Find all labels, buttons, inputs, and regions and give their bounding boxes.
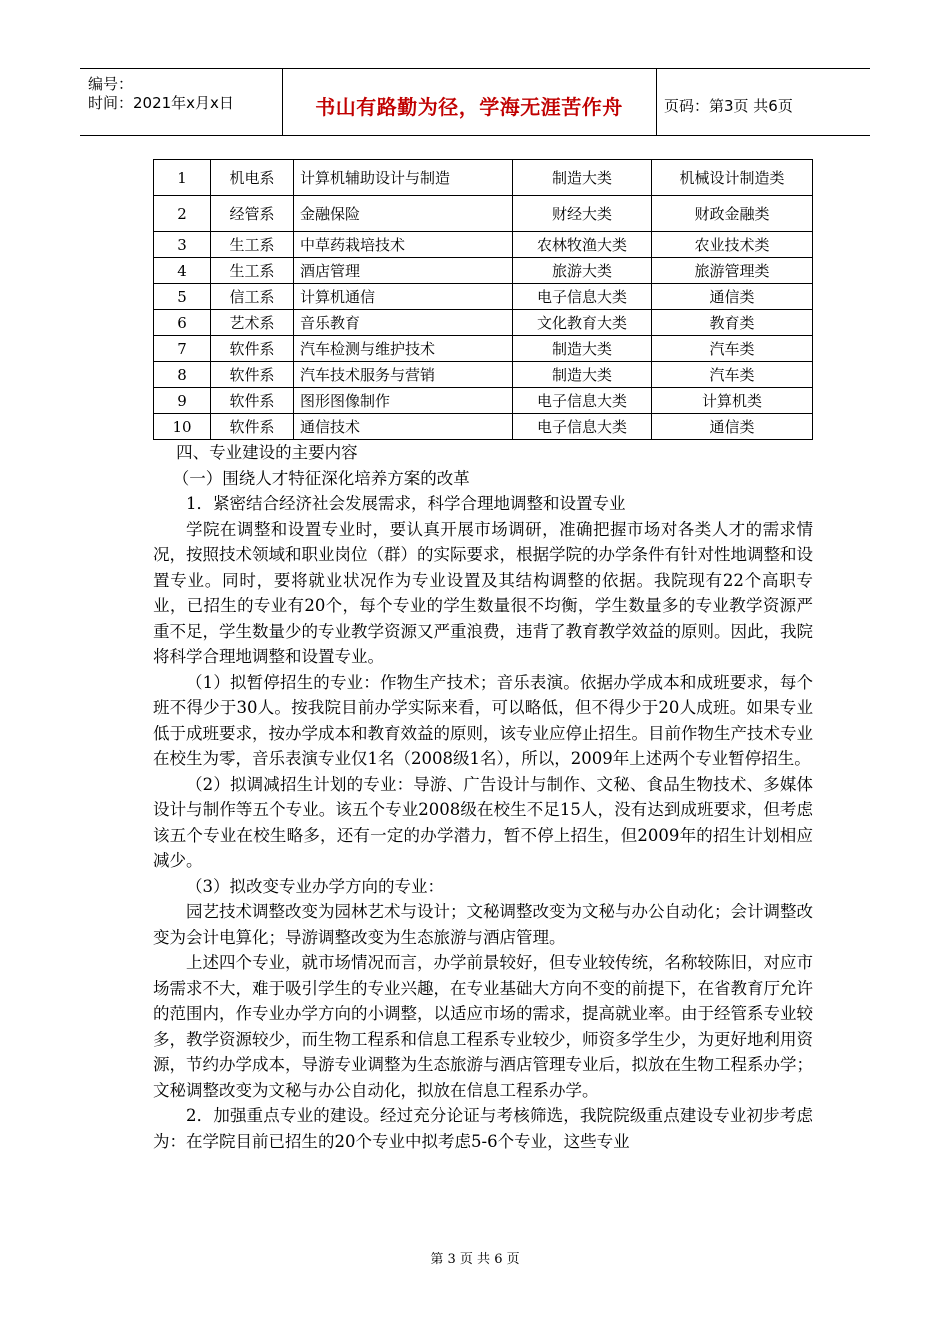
- cell-subcategory: 通信类: [652, 414, 813, 440]
- cell-major: 汽车技术服务与营销: [294, 362, 513, 388]
- cell-dept: 软件系: [211, 414, 294, 440]
- cell-no: 2: [154, 196, 211, 232]
- cell-category: 制造大类: [513, 160, 652, 196]
- paragraph: 2．加强重点专业的建设。经过充分论证与考核筛选，我院院级重点建设专业初步考虑为：在学院目前已招生的20个专业中拟考虑5-6个专业，这些专业: [153, 1106, 813, 1151]
- cell-major: 计算机辅助设计与制造: [294, 160, 513, 196]
- subsection-heading: （一）围绕人才特征深化培养方案的改革: [172, 468, 470, 488]
- cell-category: 文化教育大类: [513, 310, 652, 336]
- cell-dept: 软件系: [211, 388, 294, 414]
- cell-major: 中草药栽培技术: [294, 232, 513, 258]
- paragraph: （3）拟改变专业办学方向的专业：: [186, 876, 444, 896]
- cell-dept: 软件系: [211, 362, 294, 388]
- table-row: [154, 160, 813, 196]
- header-meta: [88, 75, 234, 113]
- cell-dept: 信工系: [211, 284, 294, 310]
- item-heading: 1．紧密结合经济社会发展需求，科学合理地调整和设置专业: [186, 494, 626, 513]
- document-body: [153, 440, 813, 1154]
- table-row: [154, 310, 813, 336]
- cell-major: 音乐教育: [294, 310, 513, 336]
- header-page-code: 页码：第3页 共6页: [664, 97, 793, 115]
- cell-no: 10: [154, 414, 211, 440]
- table-row: [154, 196, 813, 232]
- cell-category: 制造大类: [513, 362, 652, 388]
- paragraph: 园艺技术调整改变为园林艺术与设计；文秘调整改变为文秘与办公自动化；会计调整改变为会计电算化；导游调整改变为生态旅游与酒店管理。: [153, 902, 813, 947]
- cell-category: 电子信息大类: [513, 388, 652, 414]
- majors-table: [153, 159, 813, 440]
- cell-category: 农林牧渔大类: [513, 232, 652, 258]
- cell-major: 通信技术: [294, 414, 513, 440]
- cell-dept: 艺术系: [211, 310, 294, 336]
- header-motto: 书山有路勤为径，学海无涯苦作舟: [315, 95, 623, 119]
- paragraph: 学院在调整和设置专业时，要认真开展市场调研，准确把握市场对各类人才的需求情况，按照技术领域和职业岗位（群）的实际要求，根据学院的办学条件有针对性地调整和设置专业。同时，要将就业状况作为专业设置及其结构调整的依据。我院现有22个高职专业，已招生的专业有20个，每个专业的学生数量很不均衡，学生数量多的专业教学资源严重不足，学生数量少的专业教学资源又严重浪费，违背了教育教学效益的原则。因此，我院将科学合理地调整和设置专业。: [153, 519, 813, 666]
- cell-no: 4: [154, 258, 211, 284]
- cell-major: 图形图像制作: [294, 388, 513, 414]
- table-row: [154, 362, 813, 388]
- cell-no: 5: [154, 284, 211, 310]
- cell-subcategory: 汽车类: [652, 362, 813, 388]
- header-divider: [656, 69, 657, 135]
- table-row: [154, 388, 813, 414]
- cell-major: 酒店管理: [294, 258, 513, 284]
- cell-subcategory: 通信类: [652, 284, 813, 310]
- cell-no: 8: [154, 362, 211, 388]
- cell-subcategory: 机械设计制造类: [652, 160, 813, 196]
- doc-time: 时间：2021年x月x日: [88, 94, 234, 112]
- section-heading: 四、专业建设的主要内容: [176, 443, 358, 462]
- cell-category: 电子信息大类: [513, 284, 652, 310]
- cell-subcategory: 教育类: [652, 310, 813, 336]
- doc-number: 编号：: [88, 75, 134, 93]
- cell-dept: 软件系: [211, 336, 294, 362]
- paragraph: （1）拟暂停招生的专业：作物生产技术；音乐表演。依据办学成本和成班要求，每个班不得少于30人。按我院目前办学实际来看，可以略低，但不得少于20人成班。如果专业低于成班要求，按办学成本和教育效益的原则，该专业应停止招生。目前作物生产技术专业在校生为零，音乐表演专业仅1名（2008级1名），所以，2009年上述两个专业暂停招生。: [153, 672, 813, 768]
- cell-category: 电子信息大类: [513, 414, 652, 440]
- cell-dept: 生工系: [211, 232, 294, 258]
- cell-category: 财经大类: [513, 196, 652, 232]
- page-header: [80, 68, 870, 136]
- cell-dept: 机电系: [211, 160, 294, 196]
- table-row: [154, 258, 813, 284]
- cell-no: 6: [154, 310, 211, 336]
- cell-no: 9: [154, 388, 211, 414]
- cell-category: 制造大类: [513, 336, 652, 362]
- table-row: [154, 232, 813, 258]
- table-row: [154, 284, 813, 310]
- cell-subcategory: 旅游管理类: [652, 258, 813, 284]
- paragraph: 上述四个专业，就市场情况而言，办学前景较好，但专业较传统，名称较陈旧，对应市场需求不大，难于吸引学生的专业兴趣，在专业基础大方向不变的前提下，在省教育厅允许的范围内，作专业办学方向的小调整，以适应市场的需求，提高就业率。由于经管系专业较多，教学资源较少，而生物工程系和信息工程系专业较少，师资多学生少，为更好地利用资源，节约办学成本，导游专业调整为生态旅游与酒店管理专业后，拟放在生物工程系办学；文秘调整改变为文秘与办公自动化，拟放在信息工程系办学。: [153, 953, 813, 1100]
- cell-major: 计算机通信: [294, 284, 513, 310]
- table-row: [154, 336, 813, 362]
- cell-no: 1: [154, 160, 211, 196]
- cell-no: 7: [154, 336, 211, 362]
- cell-dept: 生工系: [211, 258, 294, 284]
- cell-subcategory: 汽车类: [652, 336, 813, 362]
- cell-category: 旅游大类: [513, 258, 652, 284]
- table-row: [154, 414, 813, 440]
- cell-no: 3: [154, 232, 211, 258]
- cell-subcategory: 计算机类: [652, 388, 813, 414]
- cell-major: 金融保险: [294, 196, 513, 232]
- cell-major: 汽车检测与维护技术: [294, 336, 513, 362]
- cell-dept: 经管系: [211, 196, 294, 232]
- cell-subcategory: 农业技术类: [652, 232, 813, 258]
- paragraph: （2）拟调减招生计划的专业：导游、广告设计与制作、文秘、食品生物技术、多媒体设计与制作等五个专业。该五个专业2008级在校生不足15人，没有达到成班要求，但考虑该五个专业在校生略多，还有一定的办学潜力，暂不停上招生，但2009年的招生计划相应减少。: [153, 774, 813, 870]
- page-footer: 第 3 页 共 6 页: [430, 1252, 520, 1267]
- cell-subcategory: 财政金融类: [652, 196, 813, 232]
